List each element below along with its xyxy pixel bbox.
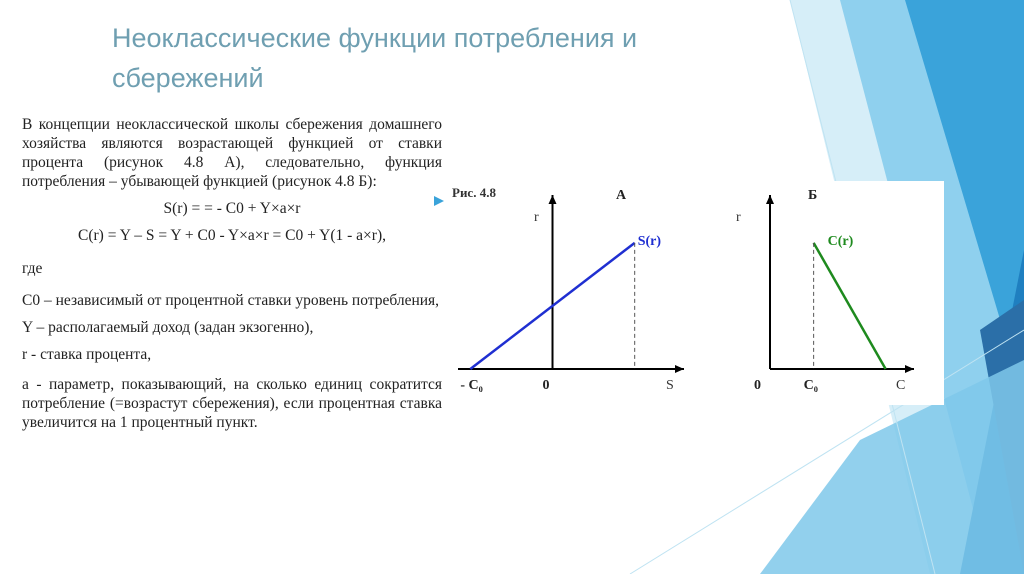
definition-a: а - параметр, показывающий, на сколько единиц сократится потребление (=возрастут сбережения), если процентная ставка увеличится на 1 процентный пункт.	[22, 376, 442, 431]
y-axis-arrow	[766, 195, 774, 204]
panel-a	[458, 188, 684, 393]
slide-title: Неоклассические функции потребления и сбережений	[112, 23, 638, 93]
y-axis-label: r	[736, 210, 741, 225]
panel-label: А	[616, 188, 627, 203]
formula-consumption: C(r) = Y – S = Y + C0 - Y×a×r = C0 + Y(1 - a×r),	[78, 227, 386, 244]
y-axis-arrow	[549, 195, 557, 204]
figure-svg	[444, 181, 944, 405]
series-label: S(r)	[637, 233, 662, 249]
panel-b	[736, 188, 914, 393]
series-label: C(r)	[827, 233, 854, 249]
x-tick-label: C₀	[803, 378, 818, 393]
where-label: где	[22, 260, 43, 277]
x-tick-label: - C₀	[460, 378, 483, 393]
panel-label: Б	[808, 188, 818, 203]
definition-y: Y – располагаемый доход (задан экзогенно),	[22, 319, 314, 336]
x-axis-label: C	[896, 378, 906, 393]
x-axis-arrow	[905, 365, 914, 373]
definition-c0: C0 – независимый от процентной ставки уровень потребления,	[22, 292, 440, 309]
body-text	[22, 115, 442, 432]
intro-paragraph: В концепции неоклассической школы сбережения домашнего хозяйства являются возрастающей функцией от ставки процента (рисунок 4.8 А), следовательно, функция потребления – убывающей функцией (рисунок 4.8 Б):	[22, 116, 442, 190]
figure-4-8	[444, 181, 944, 405]
x-axis-label: S	[666, 378, 674, 393]
y-axis-label: r	[534, 210, 539, 225]
figure-caption: Рис. 4.8	[452, 185, 496, 200]
x-tick-label: 0	[542, 378, 550, 393]
series-line	[814, 243, 886, 369]
formula-savings: S(r) = = - C0 + Y×a×r	[163, 200, 301, 217]
x-axis-arrow	[675, 365, 684, 373]
definition-r: r - ставка процента,	[22, 346, 152, 363]
x-tick-label: 0	[754, 378, 761, 393]
